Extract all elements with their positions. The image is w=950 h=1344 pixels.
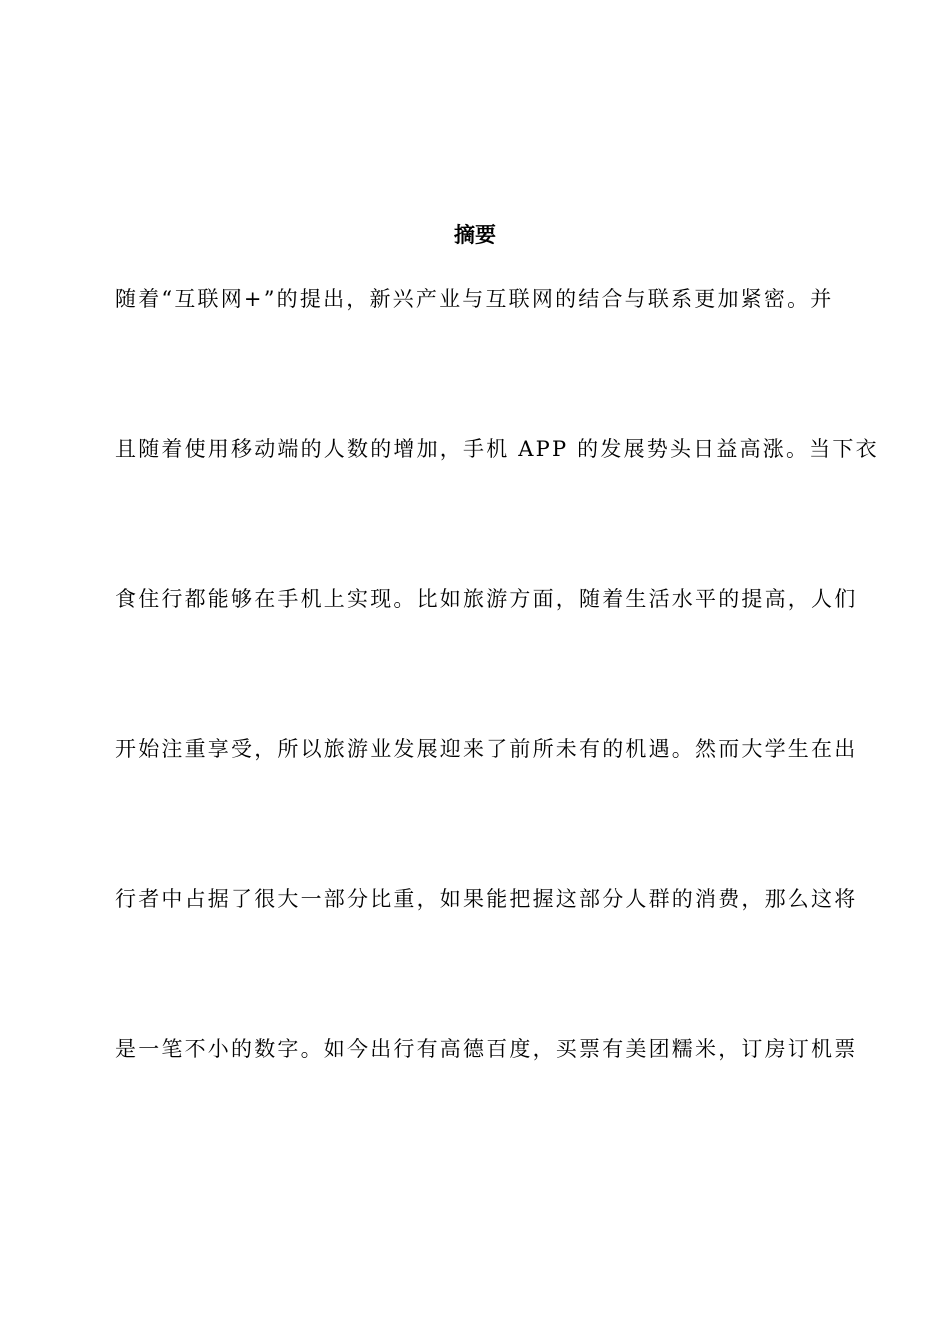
abstract-line: 是一笔不小的数字。如今出行有高德百度，买票有美团糯米，订房订机票 bbox=[115, 1037, 858, 1061]
abstract-line: 且随着使用移动端的人数的增加，手机 APP 的发展势头日益高涨。当下衣 bbox=[115, 437, 879, 461]
abstract-line: 行者中占据了很大一部分比重，如果能把握这部分人群的消费，那么这将 bbox=[115, 887, 858, 911]
abstract-line: 食住行都能够在手机上实现。比如旅游方面，随着生活水平的提高，人们 bbox=[115, 587, 858, 611]
abstract-title: 摘要 bbox=[454, 223, 496, 247]
abstract-line: 开始注重享受，所以旅游业发展迎来了前所未有的机遇。然而大学生在出 bbox=[115, 737, 858, 761]
abstract-line: 随着“互联网+”的提出，新兴产业与互联网的结合与联系更加紧密。并 bbox=[115, 287, 834, 311]
